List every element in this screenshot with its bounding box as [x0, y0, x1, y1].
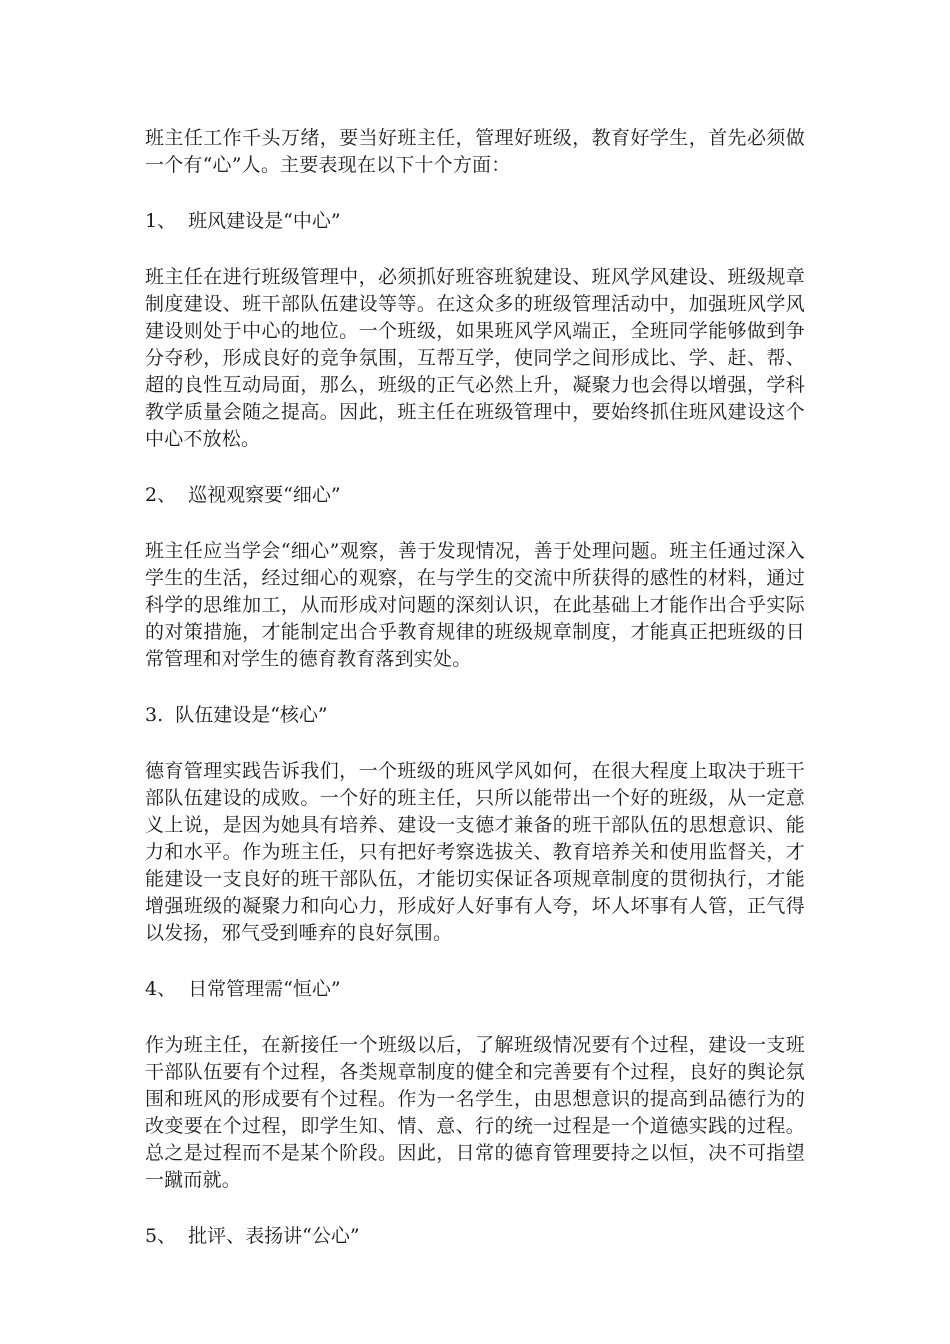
- section-body-2: 班主任应当学会“细心”观察，善于发现情况，善于处理问题。班主任通过深入学生的生活，经过细心的观察，在与学生的交流中所获得的感性的材料，通过科学的思维加工，从而形成对问题的深刻认识，在此基础上才能作出合乎实际的对策措施，才能制定出合乎教育规律的班级规章制度，才能真正把班级的日常管理和对学生的德育教育落到实处。: [145, 540, 805, 670]
- section-heading-2: 2、 巡视观察要“细心”: [145, 484, 341, 506]
- section-body-1: 班主任在进行班级管理中，必须抓好班容班貌建设、班风学风建设、班级规章制度建设、班干部队伍建设等等。在这众多的班级管理活动中，加强班风学风建设则处于中心的地位。一个班级，如果班风学风端正，全班同学能够做到争分夺秒，形成良好的竞争氛围，互帮互学，使同学之间形成比、学、赶、帮、超的良性互动局面，那么，班级的正气必然上升，凝聚力也会得以增强，学科教学质量会随之提高。因此，班主任在班级管理中，要始终抓住班风建设这个中心不放松。: [145, 266, 805, 450]
- section-heading-4: 4、 日常管理需“恒心”: [145, 978, 341, 1000]
- intro-paragraph: 班主任工作千头万绪，要当好班主任，管理好班级，教育好学生，首先必须做一个有“心”人。主要表现在以下十个方面：: [145, 127, 805, 176]
- section-body-3: 德育管理实践告诉我们，一个班级的班风学风如何，在很大程度上取决于班干部队伍建设的成败。一个好的班主任，只所以能带出一个好的班级，从一定意义上说，是因为她具有培养、建设一支德才兼备的班干部队伍的思想意识、能力和水平。作为班主任，只有把好考察选拔关、教育培养关和使用监督关，才能建设一支良好的班干部队伍，才能切实保证各项规章制度的贯彻执行，才能增强班级的凝聚力和向心力，形成好人好事有人夸，坏人坏事有人管，正气得以发扬，邪气受到唾弃的良好氛围。: [145, 760, 805, 944]
- document-page: [145, 125, 805, 1279]
- section-heading-5: 5、 批评、表扬讲“公心”: [145, 1225, 360, 1247]
- section-heading-1: 1、 班风建设是“中心”: [145, 210, 341, 232]
- section-body-4: 作为班主任，在新接任一个班级以后，了解班级情况要有个过程，建设一支班干部队伍要有个过程，各类规章制度的健全和完善要有个过程，良好的舆论氛围和班风的形成要有个过程。作为一名学生，由思想意识的提高到品德行为的改变要在个过程，即学生知、情、意、行的统一过程是一个道德实践的过程。总之是过程而不是某个阶段。因此，日常的德育管理要持之以恒，决不可指望一蹴而就。: [145, 1034, 805, 1191]
- section-heading-3: 3. 队伍建设是“核心”: [145, 704, 328, 726]
